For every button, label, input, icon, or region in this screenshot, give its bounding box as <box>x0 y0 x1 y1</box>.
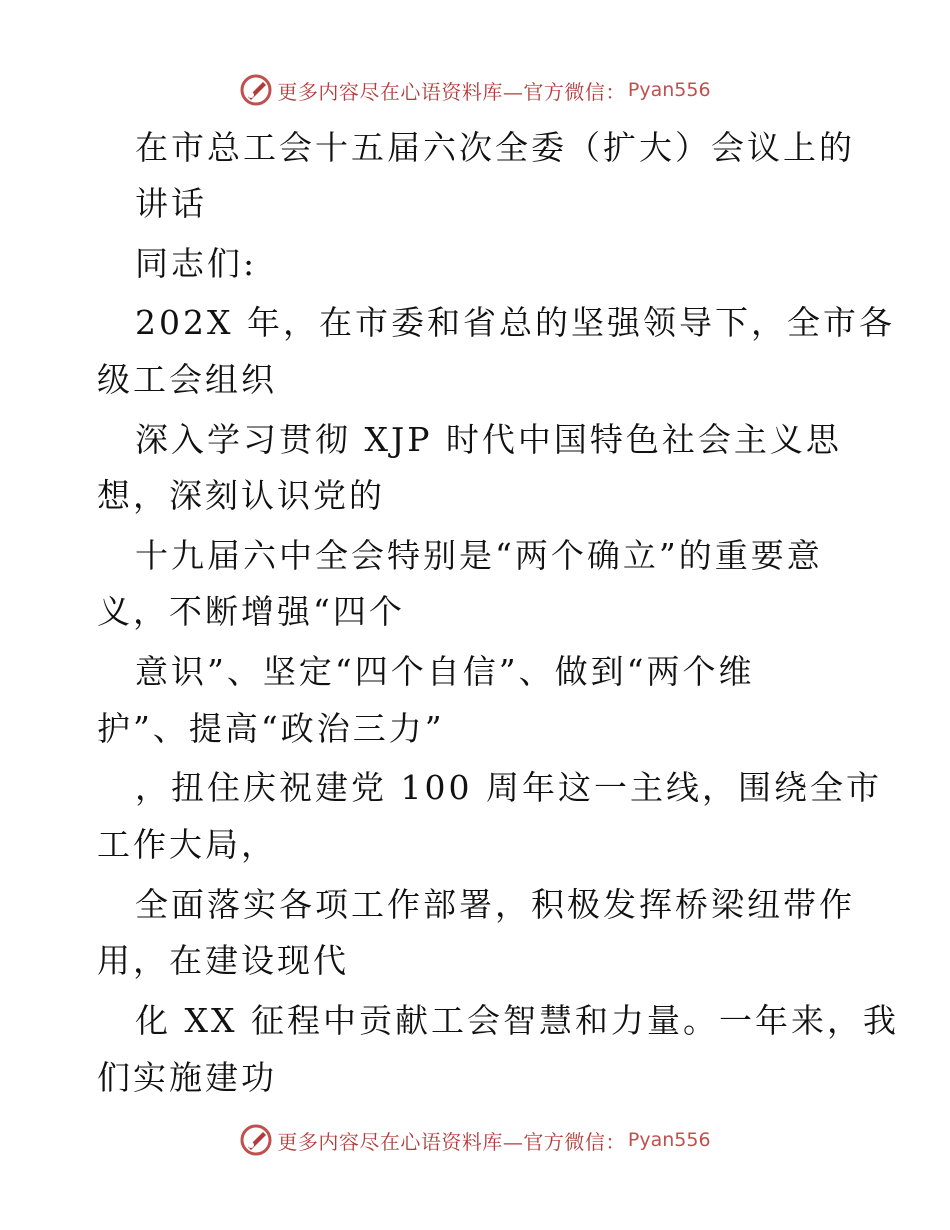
text-line: 工作大局， <box>97 825 277 864</box>
text-line: 十九届六中全会特别是“两个确立”的重要意 <box>135 536 823 575</box>
logo-icon <box>239 1123 273 1157</box>
text-line: 们实施建功 <box>97 1058 277 1097</box>
text-line: 深入学习贯彻 XJP 时代中国特色社会主义思 <box>135 420 842 459</box>
text-line: 意识”、坚定“四个自信”、做到“两个维 <box>135 652 755 691</box>
banner-text: 更多内容尽在心语资料库—官方微信： <box>277 79 626 104</box>
text-line: 义，不断增强“四个 <box>97 592 405 631</box>
banner-wechat-id: Pyan556 <box>627 79 711 101</box>
text-line: 讲话 <box>135 184 207 223</box>
text-line: 全面落实各项工作部署，积极发挥桥梁纽带作 <box>135 885 855 924</box>
text-line: 同志们: <box>135 244 258 283</box>
text-line: ，扭住庆祝建党 100 周年这一主线，围绕全市 <box>135 768 882 807</box>
text-line: 想，深刻认识党的 <box>97 476 385 515</box>
text-line: 202X 年，在市委和省总的坚强领导下，全市各 <box>135 303 895 342</box>
text-line: 护”、提高“政治三力” <box>97 709 445 748</box>
banner-text: 更多内容尽在心语资料库—官方微信： <box>277 1129 626 1154</box>
text-line: 化 XX 征程中贡献工会智慧和力量。一年来，我 <box>135 1001 899 1040</box>
text-line: 用，在建设现代 <box>97 941 349 980</box>
banner-wechat-id: Pyan556 <box>627 1129 711 1151</box>
document-title: 在市总工会十五届六次全委（扩大）会议上的 <box>135 128 855 167</box>
text-line: 级工会组织 <box>97 360 277 399</box>
footer-banner <box>0 1120 950 1160</box>
